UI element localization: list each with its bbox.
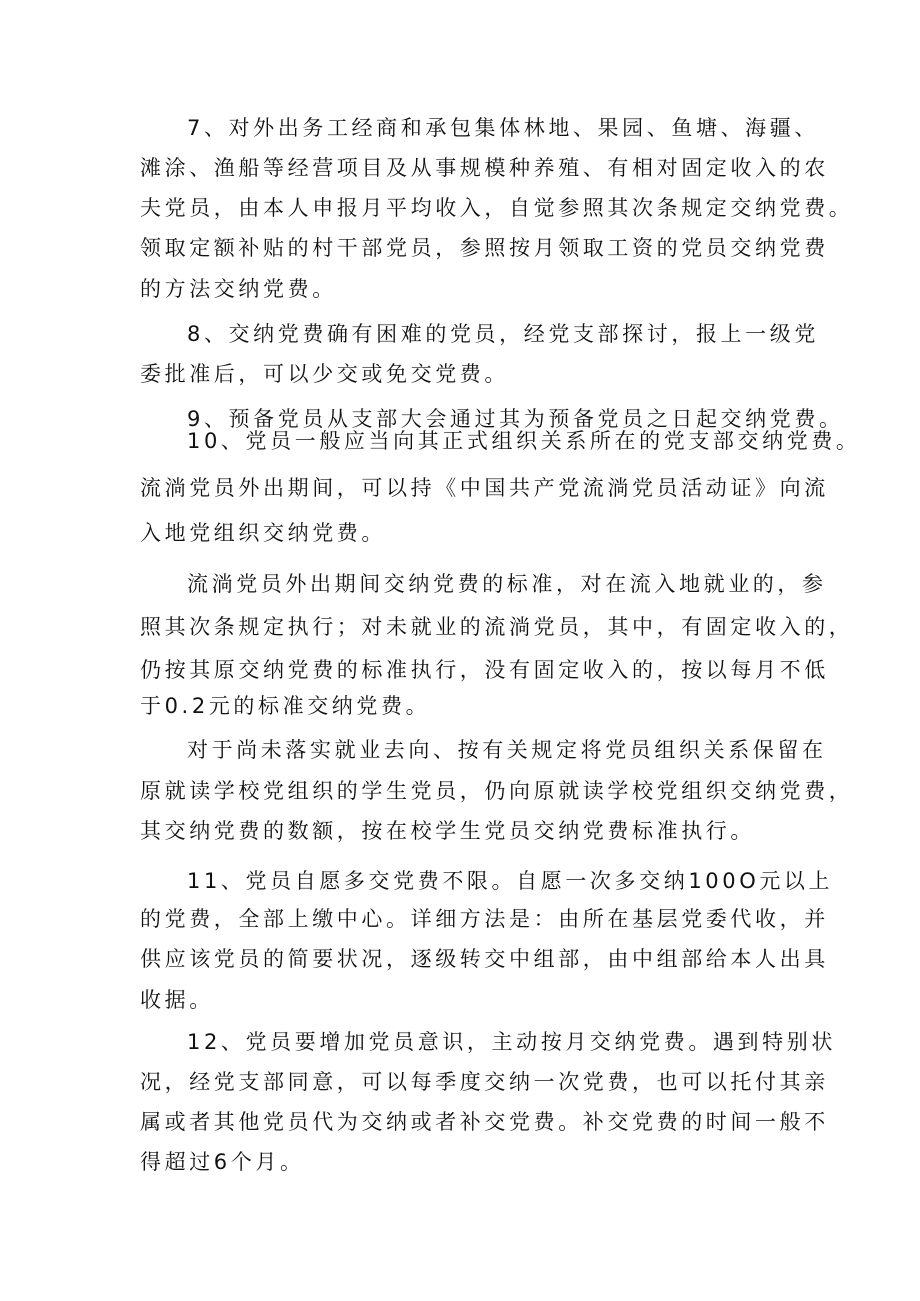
paragraph-line: 滩涂、渔船等经营项目及从事规模种养殖、有相对固定收入的农 [140,156,829,180]
paragraph-line: 收据。 [140,988,214,1012]
paragraph-first-line: 流淌党员外出期间交纳党费的标准，对在流入地就业的，参 [187,572,827,596]
paragraph-line: 原就读学校党组织的学生党员，仍向原就读学校党组织交纳党费， [140,779,854,803]
paragraph-first-line: 7、对外出务工经商和承包集体林地、果园、鱼塘、海疆、 [187,116,819,140]
paragraph-line: 的党费，全部上缴中心。详细方法是：由所在基层党委代收，并 [140,907,829,931]
paragraph-line: 入地党组织交纳党费。 [140,521,386,545]
paragraph-line: 委批准后，可以少交或免交党费。 [140,362,509,386]
paragraph-first-line: 12、党员要增加党员意识，主动按月交纳党费。遇到特别状 [187,1030,836,1054]
paragraph-first-line: 9、预备党员从支部大会通过其为预备党员之日起交纳党费。 [187,407,844,431]
paragraph-line: 其交纳党费的数额，按在校学生党员交纳党费标准执行。 [140,819,755,843]
paragraph-first-line: 11、党员自愿多交党费不限。自愿一次多交纳100O元以上 [187,869,834,893]
paragraph-line: 况，经党支部同意，可以每季度交纳一次党费，也可以托付其亲 [140,1070,829,1094]
paragraph-line: 属或者其他党员代为交纳或者补交党费。补交党费的时间一般不 [140,1110,829,1134]
paragraph-first-line: 10、党员一般应当向其正式组织关系所在的党支部交纳党费。 [187,429,861,453]
paragraph-line: 领取定额补贴的村干部党员，参照按月领取工资的党员交纳党费 [140,236,829,260]
paragraph-line: 流淌党员外出期间，可以持《中国共产党流淌党员活动证》向流 [140,476,829,500]
paragraph-line: 供应该党员的简要状况，逐级转交中组部，由中组部给本人出具 [140,947,829,971]
paragraph-line: 得超过6个月。 [140,1150,305,1174]
paragraph-line: 的方法交纳党费。 [140,277,337,301]
paragraph-line: 照其次条规定执行；对未就业的流淌党员，其中，有固定收入的， [140,615,854,639]
paragraph-line: 于0.2元的标准交纳党费。 [140,694,431,718]
paragraph-line: 夫党员，由本人申报月平均收入，自觉参照其次条规定交纳党费。 [140,196,854,220]
paragraph-first-line: 8、交纳党费确有困难的党员，经党支部探讨，报上一级党 [187,322,819,346]
paragraph-line: 仍按其原交纳党费的标准执行，没有固定收入的，按以每月不低 [140,658,829,682]
paragraph-first-line: 对于尚未落实就业去向、按有关规定将党员组织关系保留在 [187,738,827,762]
